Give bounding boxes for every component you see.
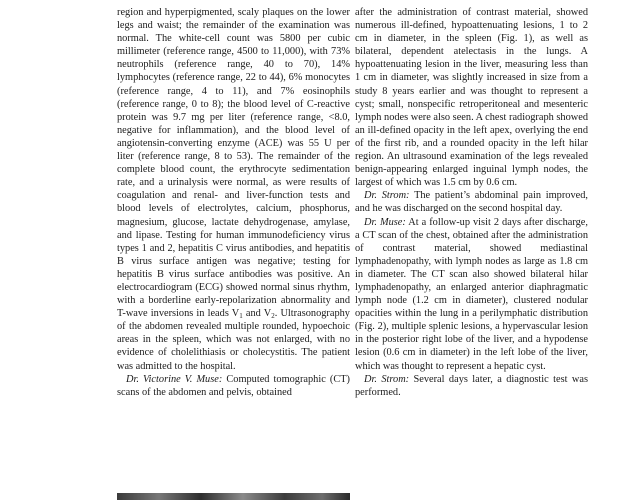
speaker-name: Dr. Strom:	[364, 373, 410, 385]
paragraph-strom-discharge: Dr. Strom: The patient’s abdominal pain improved, and he was discharged on the second hospital day.	[355, 190, 588, 215]
paragraph-lab-results: region and hyperpigmented, scaly plaques on the lower legs and waist; the remainder of the examination was normal. The white-cell count was 5800 per cubic millimeter (reference range, 4500 to 11,000), with 73% neutrophils (reference range, 40 to 70), 14% lymphocytes (reference range, 22 to 44), 6% monocytes (reference range, 4 to 11), and 7% eosinophils (reference range, 0 to 8); the blood level of C-reactive protein was 9.7 mg per liter (reference range, <8.0, negative for inflammation), and the blood level of angiotensin-converting enzyme (ACE) was 55 U per liter (reference range, 8 to 53). The remainder of the complete blood count, the erythrocyte sedimentation rate, and a urinalysis were normal, as were results of coagulation and renal- and liver-function tests and blood levels of electrolytes, calcium, phosphorus, magnesium, glucose, lactate dehydrogenase, amylase, and lipase. Testing for human immunodeficiency virus types 1 and 2, hepatitis C virus antibodies, and hepatitis B virus surface antigen was negative; testing for hepatitis B virus surface antibodies was positive. An electrocardiogram (ECG) showed normal sinus rhythm, with a borderline early-repolarization abnormality and T-wave inversions in leads $V_1$ and $V_2$. Ultrasonography of the abdomen revealed multiple rounded, hypoechoic areas in the spleen, which was not enlarged, with no evidence of cholelithiasis or cholecystitis. The patient was admitted to the hospital.	[117, 7, 350, 372]
paragraph-muse-followup: Dr. Muse: At a follow-up visit 2 days after discharge, a CT scan of the chest, obtained after the administration of contrast material, showed mediastinal lymphadenopathy, with lymph nodes as large as 1.8 cm in diameter. The CT scan also showed bilateral hilar lymphadenopathy, an enlarged anterior diaphragmatic lymph node (1.2 cm in diameter), clustered nodular opacities within the lung in a perilymphatic distribution (Fig. 2), multiple splenic lesions, a hypervascular lesion in the posterior right lobe of the liver, and a hypodense lesion (0.6 cm in diameter) in the left lobe of the liver, which was thought to represent a hepatic cyst.	[355, 216, 588, 372]
paragraph-muse-ct: Dr. Victorine V. Muse: Computed tomographic (CT) scans of the abdomen and pelvis, obtained	[117, 373, 350, 398]
paragraph-ct-findings: after the administration of contrast material, showed numerous ill-defined, hypoattenuating lesions, 1 to 2 cm in diameter, in the spleen (Fig. 1), as well as bilateral, dependent atelectasis in the lungs. A hypoattenuating lesion in the liver, measuring less than 1 cm in diameter, was slightly increased in size from a study 8 years earlier and was thought to represent a cyst; small, nonspecific retroperitoneal and mesenteric lymph nodes were also seen. A chest radiograph showed an ill-defined opacity in the left apex, overlying the end of the first rib, and a rounded opacity in the left hilar region. An ultrasound examination of the legs revealed benign-appearing enlarged inguinal lymph nodes, the largest of which was 1.5 cm by 0.6 cm.	[355, 7, 588, 189]
speaker-name: Dr. Muse:	[364, 216, 406, 228]
paragraph-strom-test: Dr. Strom: Several days later, a diagnostic test was performed.	[355, 373, 588, 398]
speaker-name: Dr. Strom:	[364, 190, 410, 202]
lead-subscript-2: 2	[271, 312, 275, 321]
speaker-name: Dr. Victorine V. Muse:	[126, 373, 223, 385]
figure-image-edge	[117, 493, 350, 500]
lead-subscript-1: 1	[239, 312, 243, 321]
right-text-column	[355, 6, 588, 399]
left-text-column	[117, 6, 350, 399]
